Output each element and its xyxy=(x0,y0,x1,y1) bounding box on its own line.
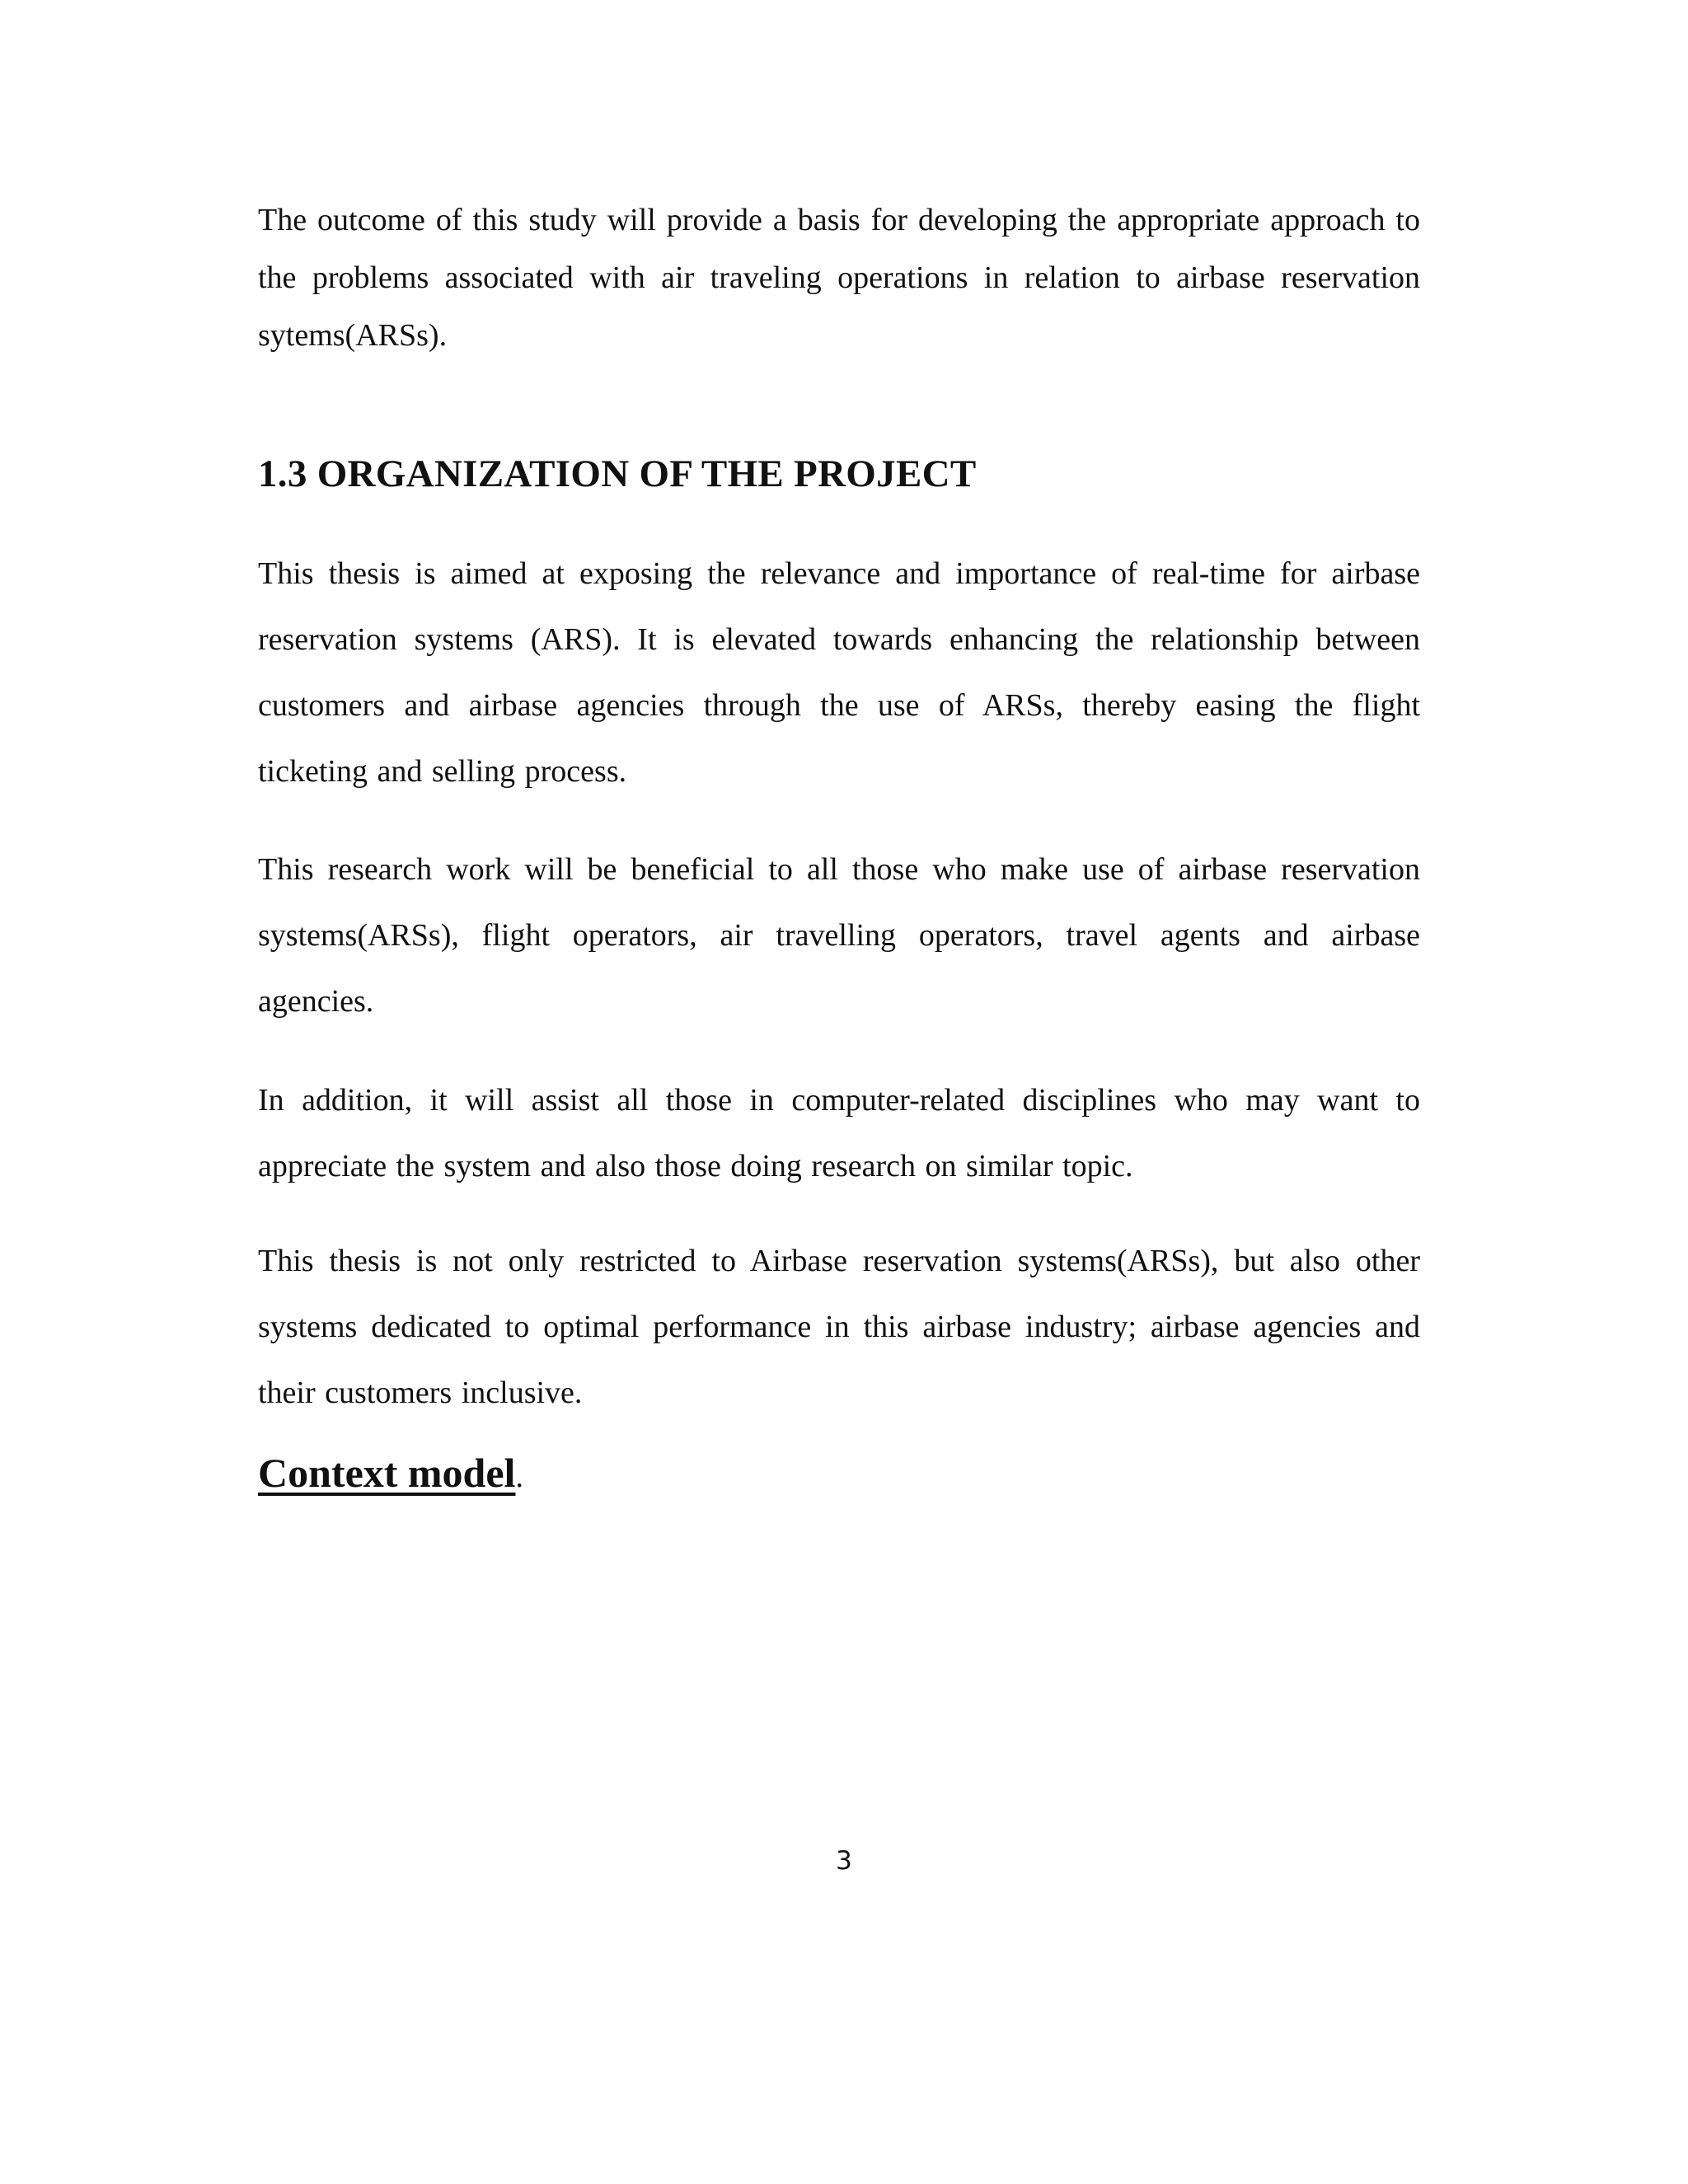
context-model-title: Context model xyxy=(258,1450,516,1496)
section-paragraph-4: This thesis is not only restricted to Airbase reservation systems(ARSs), but also other systems dedicated to optimal performance in this airbase industry; airbase agencies and their customers inclusive. xyxy=(258,1244,1420,1410)
page-number: 3 xyxy=(836,1846,852,1876)
section-paragraph-2: This research work will be beneficial to all those who make use of airbase reservation systems(ARSs), flight operators, air travelling operators, travel agents and airbase agencies. xyxy=(258,852,1420,1019)
section-heading: 1.3 ORGANIZATION OF THE PROJECT xyxy=(258,452,977,495)
section-paragraph-3: In addition, it will assist all those in computer-related disciplines who may want to appreciate the system and also those doing research on similar topic. xyxy=(258,1083,1420,1183)
context-model-period: . xyxy=(515,1460,523,1494)
intro-paragraph: The outcome of this study will provide a basis for developing the appropriate approach to the problems associated with air traveling operations in relation to airbase reservation sytems(ARSs). xyxy=(258,203,1420,353)
context-model-heading xyxy=(258,1449,523,1497)
section-paragraph-1: This thesis is aimed at exposing the relevance and importance of real-time for airbase reservation systems (ARS). It is elevated towards enhancing the relationship between customers and airbase agencies through the use of ARSs, thereby easing the flight ticketing and selling process. xyxy=(258,556,1420,789)
